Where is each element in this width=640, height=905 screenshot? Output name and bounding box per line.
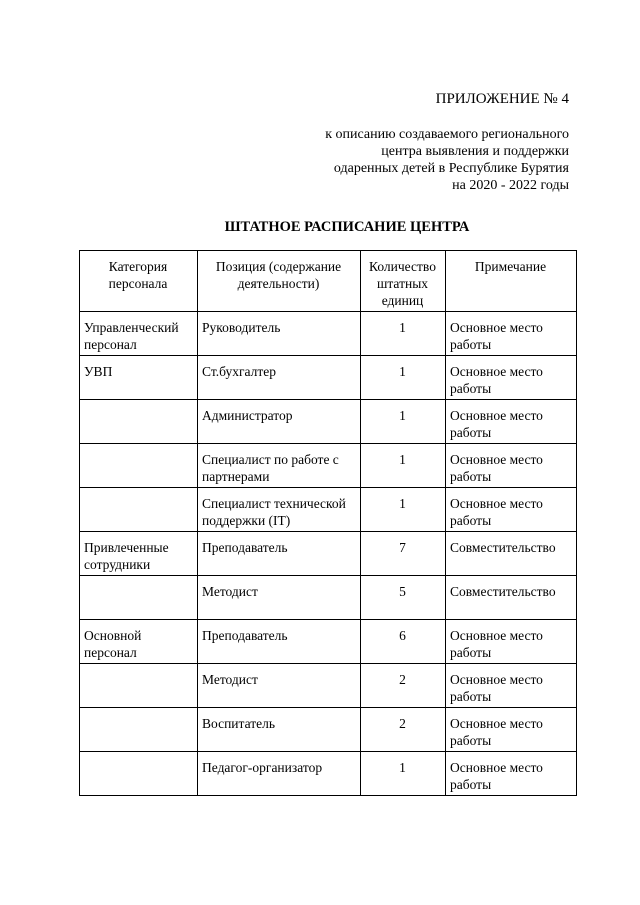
cell-note: Основное место работы xyxy=(446,620,577,664)
cell-count: 1 xyxy=(361,356,446,400)
cell-count: 1 xyxy=(361,400,446,444)
cell-note: Совместительство xyxy=(446,576,577,620)
cell-note: Основное место работы xyxy=(446,752,577,796)
cell-count: 7 xyxy=(361,532,446,576)
cell-position: Руководитель xyxy=(198,312,361,356)
cell-position: Педагог-организатор xyxy=(198,752,361,796)
cell-note: Основное место работы xyxy=(446,356,577,400)
table-row xyxy=(80,708,577,752)
table-row xyxy=(80,576,577,620)
cell-category xyxy=(80,576,198,620)
cell-category xyxy=(80,752,198,796)
cell-note: Основное место работы xyxy=(446,708,577,752)
cell-note: Основное место работы xyxy=(446,664,577,708)
cell-category xyxy=(80,444,198,488)
cell-position: Ст.бухгалтер xyxy=(198,356,361,400)
table-row xyxy=(80,488,577,532)
cell-position: Преподаватель xyxy=(198,620,361,664)
cell-position: Администратор xyxy=(198,400,361,444)
table-row xyxy=(80,620,577,664)
cell-category: Основной персонал xyxy=(80,620,198,664)
cell-count: 1 xyxy=(361,312,446,356)
appendix-title: ПРИЛОЖЕНИЕ № 4 xyxy=(435,91,569,107)
cell-count: 1 xyxy=(361,488,446,532)
appendix-description-line: к описанию создаваемого регионального xyxy=(325,127,569,142)
cell-position: Специалист технической поддержки (IT) xyxy=(198,488,361,532)
table-row xyxy=(80,400,577,444)
appendix-description-line: на 2020 - 2022 годы xyxy=(452,178,569,193)
cell-category xyxy=(80,708,198,752)
cell-category: Управленческий персонал xyxy=(80,312,198,356)
appendix-description-line: центра выявления и поддержки xyxy=(381,144,569,159)
cell-note: Основное место работы xyxy=(446,444,577,488)
cell-position: Методист xyxy=(198,576,361,620)
staffing-table xyxy=(79,250,577,796)
cell-count: 1 xyxy=(361,444,446,488)
header-category: Категория персонала xyxy=(80,251,198,312)
table-row xyxy=(80,664,577,708)
cell-category xyxy=(80,400,198,444)
document-title: ШТАТНОЕ РАСПИСАНИЕ ЦЕНТРА xyxy=(224,219,470,235)
cell-position: Воспитатель xyxy=(198,708,361,752)
table-row xyxy=(80,532,577,576)
cell-count: 5 xyxy=(361,576,446,620)
cell-count: 6 xyxy=(361,620,446,664)
table-header-row xyxy=(80,251,577,312)
cell-note: Основное место работы xyxy=(446,312,577,356)
cell-category: УВП xyxy=(80,356,198,400)
cell-count: 1 xyxy=(361,752,446,796)
appendix-description xyxy=(269,126,569,194)
table-row xyxy=(80,752,577,796)
appendix-description-line: одаренных детей в Республике Бурятия xyxy=(333,161,569,176)
cell-count: 2 xyxy=(361,664,446,708)
cell-category xyxy=(80,488,198,532)
cell-count: 2 xyxy=(361,708,446,752)
cell-note: Основное место работы xyxy=(446,488,577,532)
cell-category xyxy=(80,664,198,708)
table-row xyxy=(80,444,577,488)
cell-position: Специалист по работе с партнерами xyxy=(198,444,361,488)
table-body xyxy=(80,312,577,796)
cell-category: Привлеченные сотрудники xyxy=(80,532,198,576)
table-row xyxy=(80,356,577,400)
cell-note: Совместительство xyxy=(446,532,577,576)
header-count: Количество штатных единиц xyxy=(361,251,446,312)
table-row xyxy=(80,312,577,356)
header-position: Позиция (содержание деятельности) xyxy=(198,251,361,312)
header-note: Примечание xyxy=(446,251,577,312)
cell-position: Преподаватель xyxy=(198,532,361,576)
cell-position: Методист xyxy=(198,664,361,708)
cell-note: Основное место работы xyxy=(446,400,577,444)
